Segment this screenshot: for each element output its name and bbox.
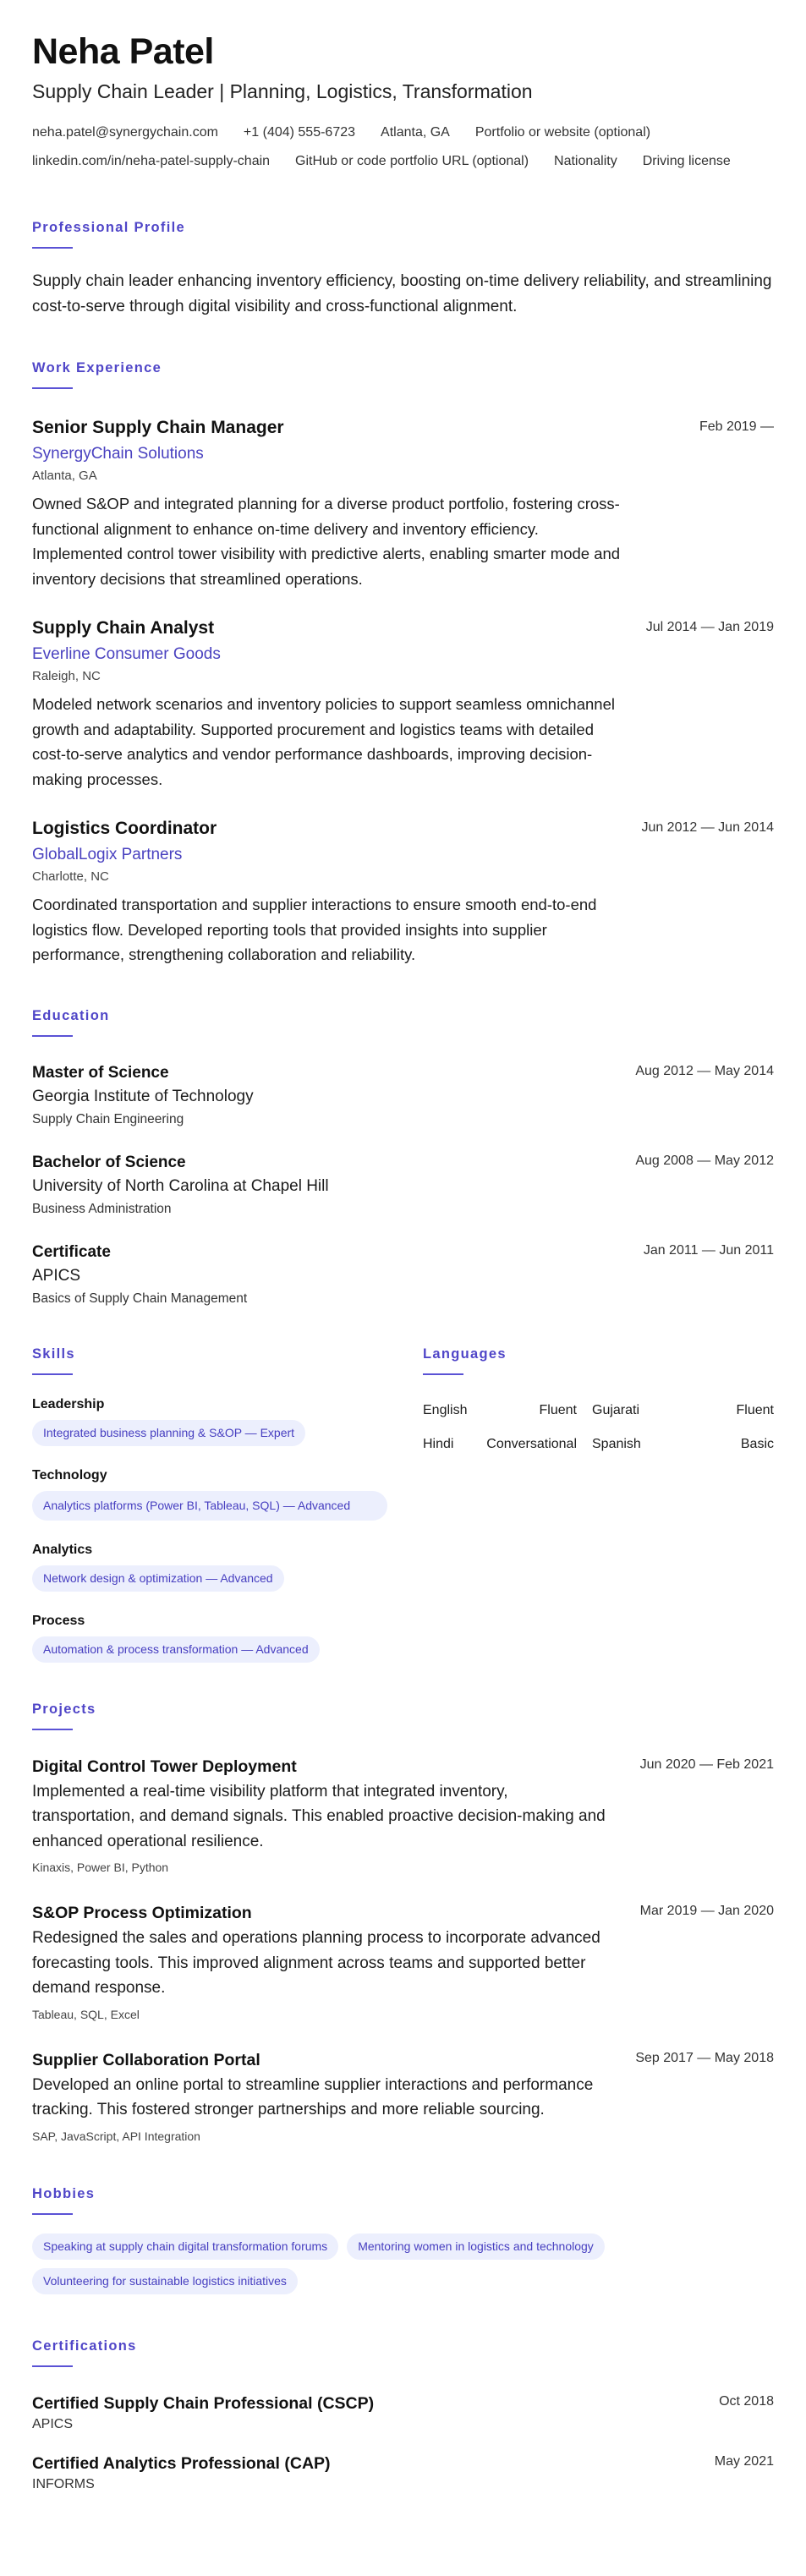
education-dates: Aug 2012 — May 2014 <box>635 1063 774 1078</box>
education-entry <box>32 1152 774 1219</box>
contact-driving-license: Driving license <box>642 154 731 168</box>
certifications-section <box>32 2337 774 2494</box>
job-title: Supply Chain Analyst <box>32 618 215 638</box>
hobbies-section <box>32 2184 774 2294</box>
project-tech: SAP, JavaScript, API Integration <box>32 2129 200 2143</box>
contact-phone[interactable]: +1 (404) 555-6723 <box>243 125 356 140</box>
section-title: Work Experience <box>32 360 162 375</box>
section-title: Projects <box>32 1701 96 1717</box>
contact-location: Atlanta, GA <box>381 125 450 140</box>
project-entry <box>32 2049 774 2146</box>
language-item <box>592 1394 774 1428</box>
section-title: Languages <box>423 1346 507 1362</box>
job-company: GlobalLogix Partners <box>32 846 183 863</box>
education-section <box>32 1006 774 1309</box>
section-divider <box>32 1729 73 1730</box>
candidate-headline: Supply Chain Leader | Planning, Logistics, Transformation <box>32 80 533 102</box>
skill-group <box>32 1541 423 1592</box>
project-description: Implemented a real-time visibility platform that integrated inventory, transportation, and demand signals. This enabled proactive decision-making and enhanced operational resilience. <box>32 1782 606 1850</box>
hobby-pill: Mentoring women in logistics and technology <box>347 2233 605 2260</box>
skill-pill: Analytics platforms (Power BI, Tableau, SQL) — Advanced <box>32 1491 387 1521</box>
profile-summary: Supply chain leader enhancing inventory efficiency, boosting on-time delivery reliability, and streamlining cost-to-serve through digital visibility and cross-functional alignment. <box>32 272 772 315</box>
hobby-pill: Speaking at supply chain digital transformation forums <box>32 2233 338 2260</box>
section-title: Hobbies <box>32 2185 96 2201</box>
project-dates: Mar 2019 — Jan 2020 <box>639 1904 774 1918</box>
job-dates: Feb 2019 — <box>699 419 774 434</box>
skill-category: Analytics <box>32 1542 93 1557</box>
education-entry <box>32 1062 774 1130</box>
skill-pill: Integrated business planning & S&OP — Expert <box>32 1420 305 1446</box>
education-field: Supply Chain Engineering <box>32 1111 184 1126</box>
section-title: Education <box>32 1007 110 1023</box>
project-entry <box>32 1756 774 1877</box>
language-item <box>592 1428 774 1461</box>
section-title: Professional Profile <box>32 220 185 235</box>
skill-group <box>32 1466 423 1521</box>
section-divider <box>32 2213 73 2215</box>
language-level: Basic <box>740 1436 774 1451</box>
contact-nationality: Nationality <box>554 154 617 168</box>
profile-section <box>32 218 774 320</box>
job-location: Atlanta, GA <box>32 469 97 483</box>
job-entry <box>32 416 774 591</box>
education-degree: Bachelor of Science <box>32 1153 186 1171</box>
language-grid <box>423 1394 774 1461</box>
education-entry <box>32 1241 774 1309</box>
skill-pill: Network design & optimization — Advanced <box>32 1565 284 1592</box>
job-description: Modeled network scenarios and inventory policies to support seamless omnichannel growth and adaptability. Supported procurement and logistics teams with detailed cost-to-serve analytics and vendor performance dashboards, improving decision-making processes. <box>32 695 615 788</box>
education-degree: Master of Science <box>32 1063 169 1082</box>
language-item <box>423 1394 592 1428</box>
section-divider <box>32 247 73 249</box>
section-divider <box>423 1373 463 1375</box>
hobby-list <box>32 2233 776 2294</box>
candidate-name: Neha Patel <box>32 31 214 72</box>
project-title: Supplier Collaboration Portal <box>32 2050 260 2069</box>
education-degree: Certificate <box>32 1242 111 1261</box>
section-title: Skills <box>32 1346 75 1362</box>
job-entry <box>32 817 774 967</box>
job-description: Coordinated transportation and supplier interactions to ensure smooth end-to-end logistics flow. Developed reporting tools that provided insights into supplier performance, strengthening collaboration and reliability. <box>32 896 597 963</box>
skill-group <box>32 1395 423 1446</box>
section-divider <box>32 1035 73 1037</box>
projects-section <box>32 1700 774 2146</box>
project-tech: Kinaxis, Power BI, Python <box>32 1861 169 1874</box>
education-school: University of North Carolina at Chapel Hill <box>32 1176 329 1195</box>
job-location: Charlotte, NC <box>32 869 109 884</box>
language-level: Conversational <box>486 1436 577 1451</box>
contact-list <box>32 118 774 176</box>
project-description: Redesigned the sales and operations planning process to incorporate advanced forecasting tools. This improved alignment across teams and supported better demand response. <box>32 1929 600 1997</box>
education-school: Georgia Institute of Technology <box>32 1087 254 1105</box>
skill-pill: Automation & process transformation — Advanced <box>32 1636 320 1663</box>
project-entry <box>32 1902 774 2024</box>
experience-section <box>32 359 774 967</box>
section-title: Certifications <box>32 2338 137 2354</box>
project-tech: Tableau, SQL, Excel <box>32 2007 140 2021</box>
certification-date: Oct 2018 <box>719 2393 774 2409</box>
job-company: Everline Consumer Goods <box>32 645 221 663</box>
contact-linkedin[interactable]: linkedin.com/in/neha-patel-supply-chain <box>32 154 271 168</box>
project-dates: Jun 2020 — Feb 2021 <box>639 1757 774 1772</box>
education-field: Business Administration <box>32 1201 172 1216</box>
education-school: APICS <box>32 1266 81 1285</box>
certification-issuer: INFORMS <box>32 2476 95 2491</box>
certification-entry <box>32 2392 774 2434</box>
project-title: Digital Control Tower Deployment <box>32 1757 297 1776</box>
certification-name: Certified Analytics Professional (CAP) <box>32 2453 331 2473</box>
project-description: Developed an online portal to streamline supplier interactions and performance tracking. This fostered stronger partnerships and more reliable sourcing. <box>32 2075 594 2118</box>
education-dates: Aug 2008 — May 2012 <box>635 1153 774 1168</box>
education-dates: Jan 2011 — Jun 2011 <box>643 1242 774 1258</box>
language-name: Spanish <box>592 1436 641 1451</box>
job-dates: Jul 2014 — Jan 2019 <box>645 620 774 634</box>
languages-section <box>423 1345 774 1663</box>
section-divider <box>32 2365 73 2367</box>
language-item <box>423 1428 592 1461</box>
job-dates: Jun 2012 — Jun 2014 <box>641 820 774 835</box>
contact-portfolio[interactable]: Portfolio or website (optional) <box>474 125 651 140</box>
skill-category: Leadership <box>32 1396 105 1411</box>
language-name: English <box>423 1402 468 1417</box>
contact-email[interactable]: neha.patel@synergychain.com <box>32 125 218 140</box>
project-title: S&OP Process Optimization <box>32 1904 252 1922</box>
job-entry <box>32 617 774 792</box>
certification-issuer: APICS <box>32 2416 74 2431</box>
job-description: Owned S&OP and integrated planning for a diverse product portfolio, fostering cross-functional alignment to enhance on-time delivery and inventory efficiency. Implemented control tower visibility with predictive alerts, enabling smarter mode and inventory decisions that streamlined operations. <box>32 495 621 588</box>
language-level: Fluent <box>736 1402 774 1417</box>
skill-group <box>32 1612 423 1663</box>
resume-header <box>32 30 774 176</box>
language-name: Hindi <box>423 1436 454 1451</box>
language-name: Gujarati <box>592 1402 640 1417</box>
skill-category: Technology <box>32 1467 107 1483</box>
contact-github[interactable]: GitHub or code portfolio URL (optional) <box>295 154 529 168</box>
skills-languages-row <box>32 1345 774 1663</box>
certification-name: Certified Supply Chain Professional (CSCP) <box>32 2393 375 2413</box>
project-dates: Sep 2017 — May 2018 <box>635 2050 774 2065</box>
job-title: Senior Supply Chain Manager <box>32 418 284 437</box>
job-company: SynergyChain Solutions <box>32 445 204 463</box>
certification-entry <box>32 2453 774 2494</box>
section-divider <box>32 1373 73 1375</box>
language-level: Fluent <box>539 1402 577 1417</box>
job-location: Raleigh, NC <box>32 669 101 683</box>
skills-section <box>32 1345 423 1663</box>
section-divider <box>32 387 73 389</box>
job-title: Logistics Coordinator <box>32 819 217 838</box>
certification-date: May 2021 <box>714 2453 774 2469</box>
skill-category: Process <box>32 1613 85 1628</box>
hobby-pill: Volunteering for sustainable logistics initiatives <box>32 2268 298 2294</box>
education-field: Basics of Supply Chain Management <box>32 1291 248 1306</box>
